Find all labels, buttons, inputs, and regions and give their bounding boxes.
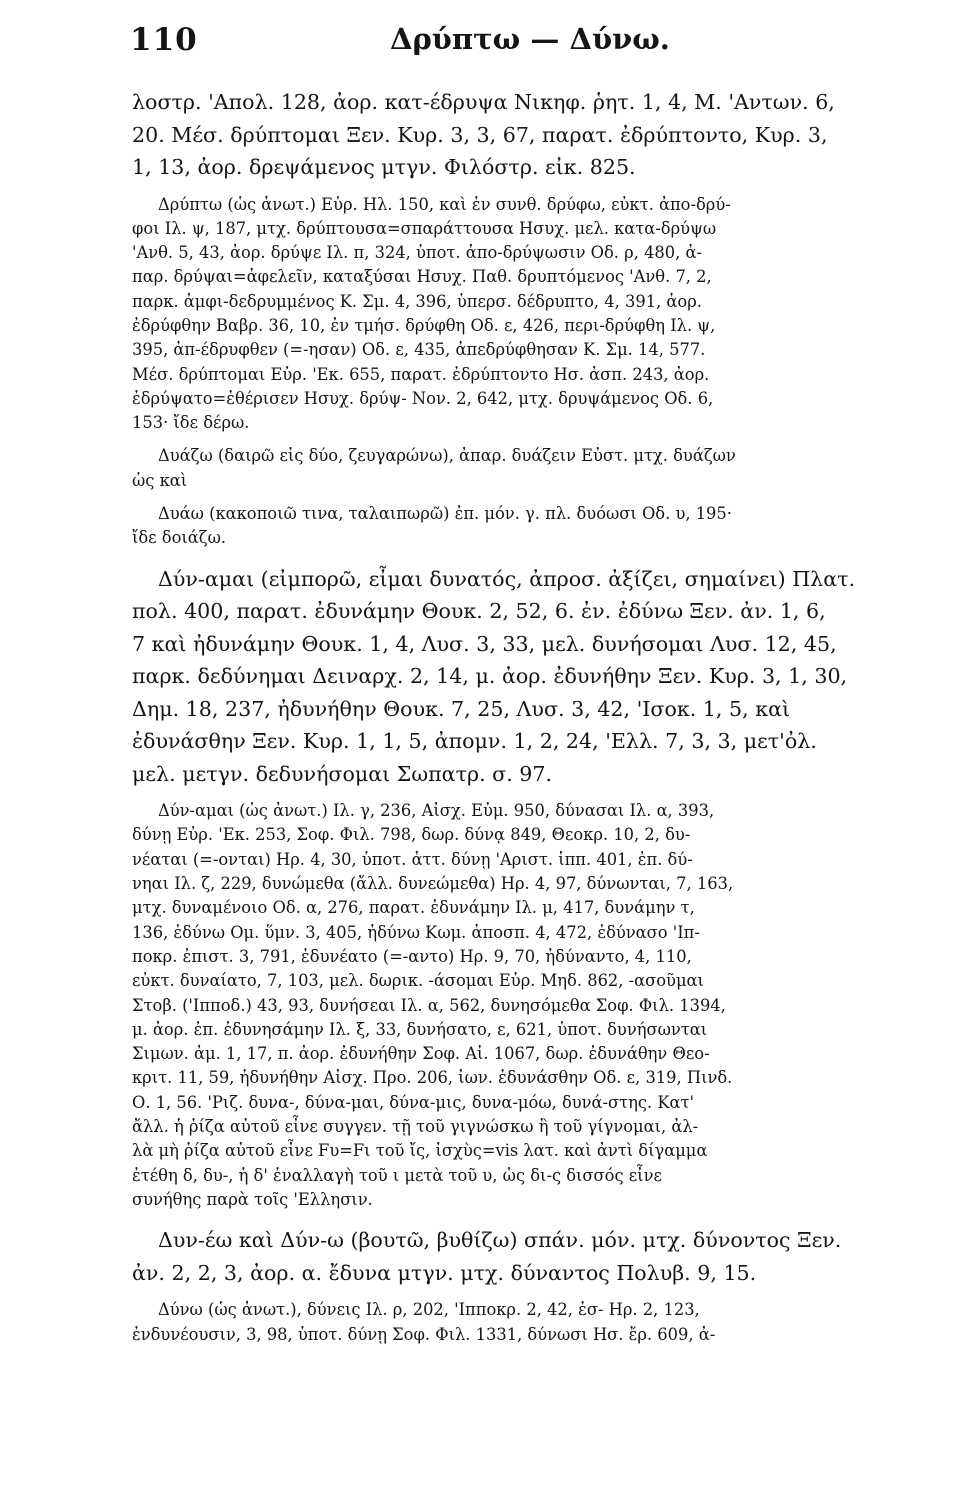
entry-line: Δημ. 18, 237, ἠδυνήθην Θουκ. 7, 25, Λυσ. 3, 42, 'Ισοκ. 1, 5, καὶ [132, 696, 791, 721]
entry-line: 395, ἀπ-έδρυφθεν (=-ησαν) Οδ. ε, 435, ἀπεδρύφθησαν Κ. Σμ. 14, 577. [132, 340, 706, 360]
entry-line: ὡς καὶ [132, 470, 188, 490]
entry-line: Δύν-αμαι (εἰμπορῶ, εἶμαι δυνατός, ἀπροσ. ἀξίζει, σημαίνει) Πλατ. [158, 566, 856, 591]
entry-line: Δυάω (κακοποιῶ τινα, ταλαιπωρῶ) ἐπ. μόν. γ. πλ. δυόωσι Οδ. υ, 195· [158, 504, 732, 524]
dictionary-entry [132, 444, 910, 493]
entry-line: συνήθης παρὰ τοῖς 'Ελλησιν. [132, 1189, 373, 1209]
page-number: 110 [130, 22, 198, 58]
page-header [130, 22, 914, 68]
entry-line: νέαται (=-ονται) Ηρ. 4, 30, ὑποτ. ἀττ. δύνῃ 'Αριστ. ἱππ. 401, ἐπ. δύ- [132, 849, 693, 869]
entry-line: Σιμων. ἀμ. 1, 17, π. ἀορ. ἐδυνήθην Σοφ. Αἰ. 1067, δωρ. ἐδυνάθην Θεο- [132, 1044, 710, 1064]
entry-line: Δύν-αμαι (ὡς ἀνωτ.) Ιλ. γ, 236, Αἰσχ. Εὐμ. 950, δύνασαι Ιλ. α, 393, [158, 801, 715, 821]
entry-line: ἐδυνάσθην Ξεν. Κυρ. 1, 1, 5, ἀπομν. 1, 2, 24, 'Ελλ. 7, 3, 3, μετ'ὀλ. [132, 729, 817, 754]
entry-line: λοστρ. 'Απολ. 128, ἀορ. κατ-έδρυψα Νικηφ. ῥητ. 1, 4, Μ. 'Αντων. 6, [132, 90, 835, 114]
entry-line: Δρύπτω (ὡς ἀνωτ.) Εὐρ. Ηλ. 150, καὶ ἐν συνθ. δρύφω, εὐκτ. ἀπο-δρύ- [158, 194, 731, 214]
dictionary-entry [132, 502, 910, 551]
body-text [132, 86, 910, 1347]
entry-line: ἐνδυνέουσιν, 3, 98, ὑποτ. δύνῃ Σοφ. Φιλ. 1331, δύνωσι Ησ. ἔρ. 609, ἀ- [132, 1324, 716, 1344]
entry-line: 153· ἴδε δέρω. [132, 413, 250, 433]
entry-line: ἀν. 2, 2, 3, ἀορ. α. ἔδυνα μτγν. μτχ. δύναντος Πολυβ. 9, 15. [132, 1260, 757, 1285]
entry-line: παρκ. δεδύνημαι Δειναρχ. 2, 14, μ. ἀορ. ἐδυνήθην Ξεν. Κυρ. 3, 1, 30, [132, 664, 848, 689]
entry-line: νηαι Ιλ. ζ, 229, δυνώμεθα (ἄλλ. δυνεώμεθα) Ηρ. 4, 97, δύνωνται, 7, 163, [132, 874, 734, 894]
entry-line: 20. Μέσ. δρύπτομαι Ξεν. Κυρ. 3, 3, 67, παρατ. ἐδρύπτοντο, Κυρ. 3, [132, 122, 828, 147]
entry-line: ἐδρύφθην Βαβρ. 36, 10, ἐν τμήσ. δρύφθη Οδ. ε, 426, περι-δρύφθη Ιλ. ψ, [132, 315, 716, 335]
dictionary-entry [132, 86, 910, 184]
entry-line: φοι Ιλ. ψ, 187, μτχ. δρύπτουσα=σπαράττουσα Ησυχ. μελ. κατα-δρύψω [132, 218, 717, 238]
entry-line: εὐκτ. δυναίατο, 7, 103, μελ. δωρικ. -άσομαι Εὐρ. Μηδ. 862, -ασοῦμαι [132, 971, 704, 991]
entry-line: ἄλλ. ἡ ῥίζα αὐτοῦ εἶνε συγγεν. τῇ τοῦ γιγνώσκω ἢ τοῦ γίγνομαι, ἀλ- [132, 1117, 699, 1137]
entry-line: μτχ. δυναμένοιο Οδ. α, 276, παρατ. ἐδυνάμην Ιλ. μ, 417, δυνάμην τ, [132, 898, 695, 918]
entry-line: Στοβ. ('Ιπποδ.) 43, 93, δυνήσεαι Ιλ. α, 562, δυνησόμεθα Σοφ. Φιλ. 1394, [132, 995, 726, 1015]
entry-line: πολ. 400, παρατ. ἐδυνάμην Θουκ. 2, 52, 6. ἐν. ἐδύνω Ξεν. ἀν. 1, 6, [132, 599, 826, 624]
entry-line: κριτ. 11, 59, ἠδυνήθην Αἰσχ. Προ. 206, ἰων. ἐδυνάσθην Οδ. ε, 319, Πινδ. [132, 1068, 733, 1088]
dictionary-entry [132, 563, 910, 791]
entry-line: Ο. 1, 56. 'Ριζ. δυνα-, δύνα-μαι, δύνα-μις, δυνα-μόω, δυνά-στης. Κατ' [132, 1092, 695, 1112]
entry-line: λὰ μὴ ῥίζα αὐτοῦ εἶνε Fυ=Fι τοῦ ἴς, ἰσχὺς=vis λατ. καὶ ἀντὶ δίγαμμα [132, 1141, 708, 1161]
entry-line: δύνῃ Εὐρ. 'Εκ. 253, Σοφ. Φιλ. 798, δωρ. δύνᾳ 849, Θεοκρ. 10, 2, δυ- [132, 825, 691, 845]
entry-line: μελ. μετγν. δεδυνήσομαι Σωπατρ. σ. 97. [132, 761, 553, 786]
entry-line: Δυάζω (δαιρῶ εἰς δύο, ζευγαρώνω), ἀπαρ. δυάζειν Εὐστ. μτχ. δυάζων [158, 446, 736, 466]
entry-line: 'Ανθ. 5, 43, ἀορ. δρύψε Ιλ. π, 324, ὑποτ. ἀπο-δρύψωσιν Οδ. ρ, 480, ἀ- [132, 243, 702, 263]
entry-line: παρ. δρύψαι=ἀφελεῖν, καταξύσαι Ησυχ. Παθ. δρυπτόμενος 'Ανθ. 7, 2, [132, 267, 712, 287]
entry-line: ἐδρύψατο=ἐθέρισεν Ησυχ. δρύψ- Νον. 2, 642, μτχ. δρυψάμενος Οδ. 6, [132, 388, 714, 408]
entry-line: παρκ. ἀμφι-δεδρυμμένος Κ. Σμ. 4, 396, ὑπερσ. δέδρυπτο, 4, 391, ἀορ. [132, 291, 702, 311]
entry-line: ποκρ. ἐπιστ. 3, 791, ἐδυνέατο (=-αντο) Ηρ. 9, 70, ἠδύναντο, 4, 110, [132, 946, 692, 966]
dictionary-entry [132, 1298, 910, 1347]
entry-line: Δύνω (ὡς ἀνωτ.), δύνεις Ιλ. ρ, 202, 'Ιπποκρ. 2, 42, ἐσ- Ηρ. 2, 123, [158, 1300, 700, 1320]
entry-line: 136, ἐδύνω Ομ. ὕμν. 3, 405, ἠδύνω Κωμ. ἀποσπ. 4, 472, ἐδύνασο 'Ιπ- [132, 922, 700, 942]
entry-line: Δυν-έω καὶ Δύν-ω (βουτῶ, βυθίζω) σπάν. μόν. μτχ. δύνοντος Ξεν. [158, 1228, 842, 1253]
dictionary-entry [132, 1224, 910, 1289]
running-title: Δρύπτω — Δύνω. [390, 22, 670, 56]
entry-line: Μέσ. δρύπτομαι Εὐρ. 'Εκ. 655, παρατ. ἐδρύπτοντο Ησ. ἀσπ. 243, ἀορ. [132, 364, 710, 384]
entry-line: 7 καὶ ἠδυνάμην Θουκ. 1, 4, Λυσ. 3, 33, μελ. δυνήσομαι Λυσ. 12, 45, [132, 631, 837, 656]
entry-line: ἴδε δοιάζω. [132, 528, 227, 548]
entry-line: μ. ἀορ. ἐπ. ἐδυνησάμην Ιλ. ξ, 33, δυνήσατο, ε, 621, ὑποτ. δυνήσωνται [132, 1019, 708, 1039]
dictionary-entry [132, 799, 910, 1212]
dictionary-entry [132, 193, 910, 436]
entry-line: ἐτέθη δ, δυ-, ἡ δ' ἐναλλαγὴ τοῦ ι μετὰ τοῦ υ, ὡς δι-ς δισσός εἶνε [132, 1165, 662, 1185]
entry-line: 1, 13, ἀορ. δρεψάμενος μτγν. Φιλόστρ. εἰκ. 825. [132, 155, 636, 179]
